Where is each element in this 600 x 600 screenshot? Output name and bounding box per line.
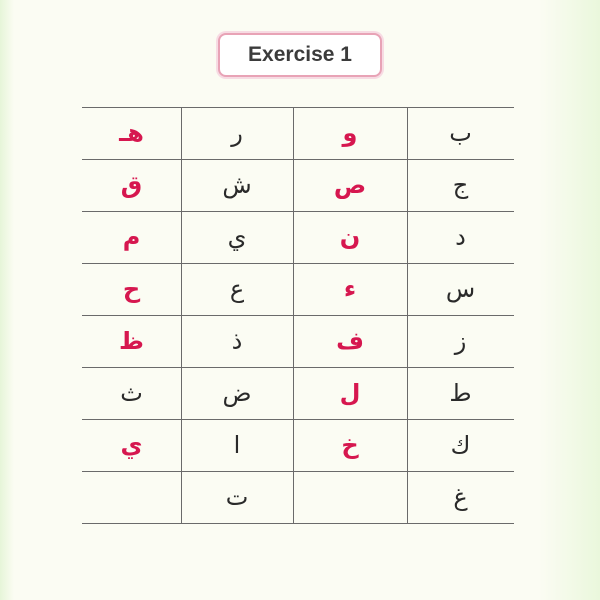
letter-cell: ف — [336, 327, 364, 355]
letter-cell: ء — [343, 275, 357, 303]
letter-cell: ذ — [231, 327, 243, 355]
letter-cell: ا — [233, 431, 241, 459]
letter-cell: د — [455, 223, 466, 251]
letter-cell: ر — [231, 119, 243, 147]
letter-cell: ي — [227, 223, 247, 251]
letter-cell: و — [342, 119, 358, 147]
letter-cell: م — [122, 223, 141, 251]
letter-cell: ض — [222, 379, 252, 407]
letter-cell: س — [445, 275, 476, 303]
letter-cell: ز — [454, 327, 467, 355]
letter-cell: هـ — [119, 119, 144, 147]
letter-cell — [82, 471, 181, 523]
exercise-title: Exercise 1 — [218, 33, 382, 77]
letter-cell: ج — [452, 171, 469, 199]
letter-grid — [82, 107, 514, 524]
letter-cell: غ — [453, 483, 468, 511]
page-edge-left — [0, 0, 14, 600]
letter-cell: ص — [333, 171, 367, 199]
letter-cell: ك — [450, 431, 471, 459]
letter-cell: ح — [122, 275, 141, 303]
letter-cell: ث — [120, 379, 143, 407]
letter-cell: ش — [222, 171, 252, 199]
letter-cell: ظ — [119, 327, 144, 355]
letter-cell: ق — [120, 171, 143, 199]
letter-cell: خ — [341, 431, 359, 459]
letter-cell: ع — [229, 275, 245, 303]
page-edge-right — [540, 0, 600, 600]
letter-cell — [293, 471, 407, 523]
letter-cell: ن — [339, 223, 361, 251]
letter-cell: ب — [449, 119, 472, 147]
letter-cell: ل — [339, 379, 361, 407]
letter-cell: ط — [449, 379, 472, 407]
letter-cell: ت — [225, 483, 249, 511]
letter-cell: ي — [120, 431, 143, 459]
grid-line-h — [82, 523, 514, 524]
